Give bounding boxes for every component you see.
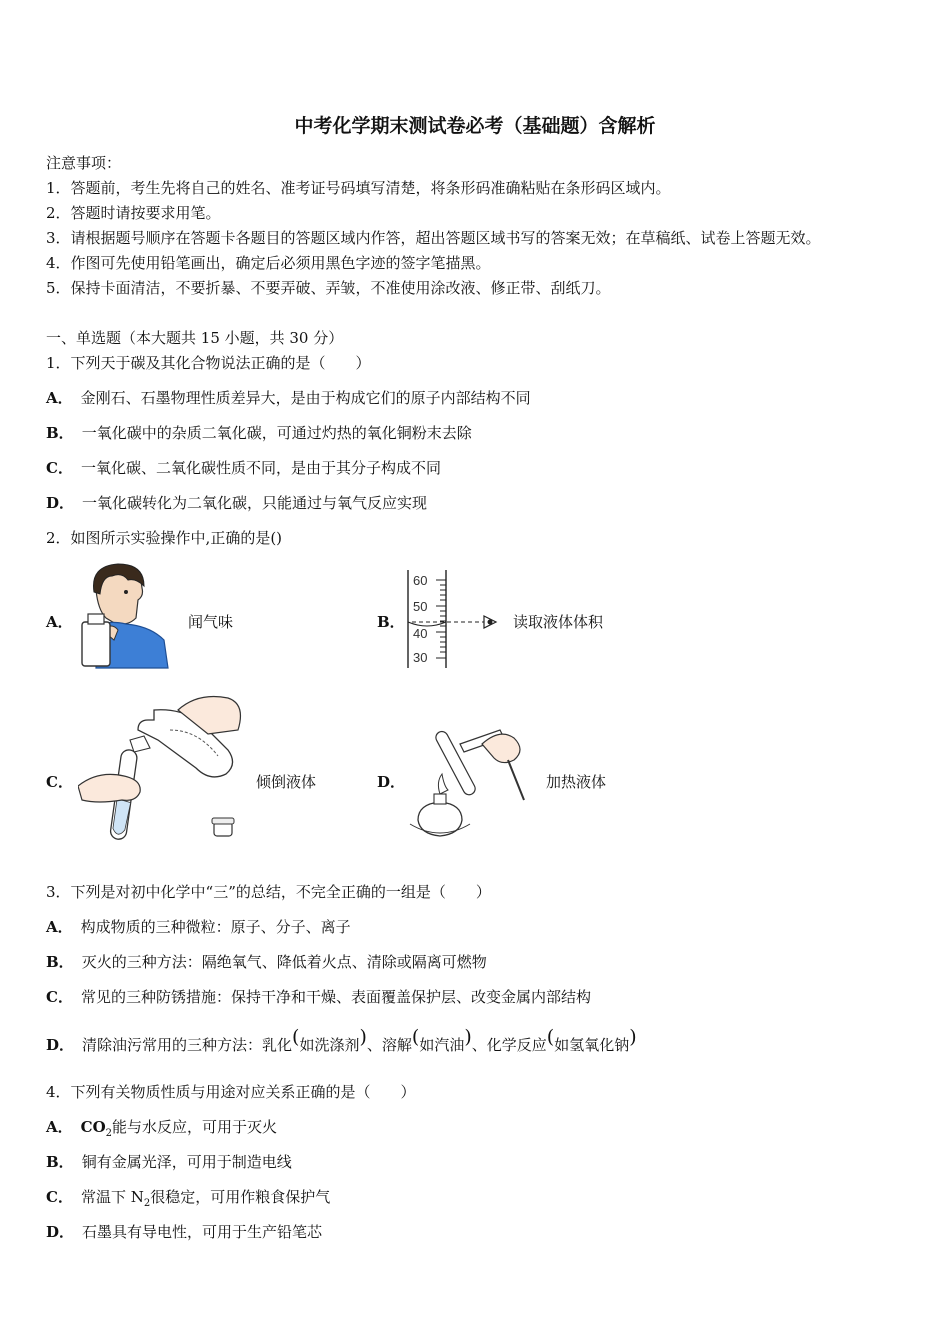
option-text: 、化学反应 [471,1036,547,1054]
q2-option-c-caption: 倾倒液体 [256,773,317,791]
question-4-stem: 4．下列有关物质性质与用途对应关系正确的是（ ） [46,1083,416,1101]
q4-option-c [46,1187,330,1214]
q2-option-b-letter: B． [377,613,405,631]
option-text: 、溶解 [366,1036,412,1054]
q3-option-a [46,917,351,937]
option-letter: D． [46,494,75,512]
option-letter: B． [46,1153,74,1171]
option-text: 清除油污常用的三种方法：乳化 [82,1036,293,1054]
paren: ) [629,1026,637,1048]
option-letter: B． [46,424,74,442]
option-letter: C． [46,459,73,477]
option-text: 金刚石、石墨物理性质差异大，是由于构成它们的原子内部结构不同 [80,389,531,407]
option-text: 石墨具有导电性，可用于生产铅笔芯 [82,1223,323,1241]
option-letter: A． [46,1118,73,1136]
option-text: 构成物质的三种微粒：原子、分子、离子 [80,918,351,936]
q3-option-b [46,952,487,972]
option-letter: A． [46,389,73,407]
notice-item: 4．作图可先使用铅笔画出，确定后必须用黑色字迹的签字笔描黑。 [46,254,491,272]
q1-option-d [46,493,427,513]
option-text: 能与水反应，可用于灭火 [112,1118,278,1136]
graduated-cylinder-figure [404,568,504,672]
option-letter: D． [46,1036,75,1054]
subscript: 2 [105,1128,113,1139]
pouring-liquid-figure [78,690,246,842]
notice-item: 5．保持卡面清洁，不要折暴、不要弄破、弄皱，不准使用涂改液、修正带、刮纸刀。 [46,279,611,297]
paren: ( [292,1026,300,1048]
q3-option-c [46,987,591,1007]
option-letter: A． [46,918,73,936]
heating-liquid-figure [404,724,534,844]
option-letter: C． [46,988,73,1006]
option-letter: B． [46,953,74,971]
option-text: 铜有金属光泽，可用于制造电线 [81,1153,292,1171]
notice-heading: 注意事项： [46,154,122,172]
option-text: 灭火的三种方法：隔绝氧气、降低着火点、清除或隔离可燃物 [81,953,487,971]
q2-option-d-letter: D． [377,773,406,791]
notice-item: 1．答题前，考生先将自己的姓名、准考证号码填写清楚，将条形码准确粘贴在条形码区域内。 [46,179,671,197]
notice-item: 3．请根据题号顺序在答题卡各题目的答题区域内作答，超出答题区域书写的答案无效；在草稿纸、试卷上答题无效。 [46,229,821,247]
q2-option-a-caption: 闻气味 [188,613,234,631]
paren: ) [464,1026,472,1048]
paren: ( [411,1026,420,1048]
notice-item: 2．答题时请按要求用笔。 [46,204,221,222]
q1-option-c [46,458,441,478]
option-text: 如氢氧化钠 [554,1036,630,1054]
subscript: 2 [143,1198,151,1209]
option-letter: C． [46,1188,73,1206]
option-text: 很稳定，可用作粮食保护气 [150,1188,331,1206]
option-text: 常见的三种防锈措施：保持干净和干燥、表面覆盖保护层、改变金属内部结构 [80,988,591,1006]
scale-label: 40 [413,626,428,641]
scale-label: 60 [413,573,428,588]
option-text: 一氧化碳、二氧化碳性质不同，是由于其分子构成不同 [80,459,441,477]
smelling-person-figure [78,560,170,670]
q2-option-b-caption: 读取液体体积 [513,613,604,631]
q3-option-d [46,1026,637,1055]
scale-label: 50 [413,599,428,614]
q1-option-a [46,388,531,408]
option-text: CO [80,1118,106,1136]
question-2-stem: 2．如图所示实验操作中,正确的是() [46,529,283,547]
option-text: 如汽油 [419,1036,465,1054]
option-text: 一氧化碳转化为二氧化碳，只能通过与氧气反应实现 [82,494,428,512]
question-1-stem: 1．下列天于碳及其化合物说法正确的是（ ） [46,354,371,372]
option-text: 常温下 N [80,1188,144,1206]
q4-option-b [46,1152,292,1172]
q2-option-c-letter: C． [46,773,73,791]
q2-option-d-caption: 加热液体 [546,773,607,791]
paren: ) [359,1026,367,1048]
q4-option-a [46,1117,277,1144]
q2-option-a-letter: A． [46,613,73,631]
q4-option-d [46,1222,322,1242]
scale-label: 30 [413,650,428,665]
question-3-stem: 3．下列是对初中化学中“三”的总结，不完全正确的一组是（ ） [46,883,491,901]
page-title: 中考化学期末测试卷必考（基础题）含解析 [294,115,656,137]
option-letter: D． [46,1223,75,1241]
q1-option-b [46,423,472,443]
paren: ( [546,1026,555,1048]
option-text: 如洗涤剂 [299,1036,360,1054]
option-text: 一氧化碳中的杂质二氧化碳，可通过灼热的氧化铜粉末去除 [81,424,472,442]
section-heading: 一、单选题（本大题共 15 小题，共 30 分） [46,329,344,347]
